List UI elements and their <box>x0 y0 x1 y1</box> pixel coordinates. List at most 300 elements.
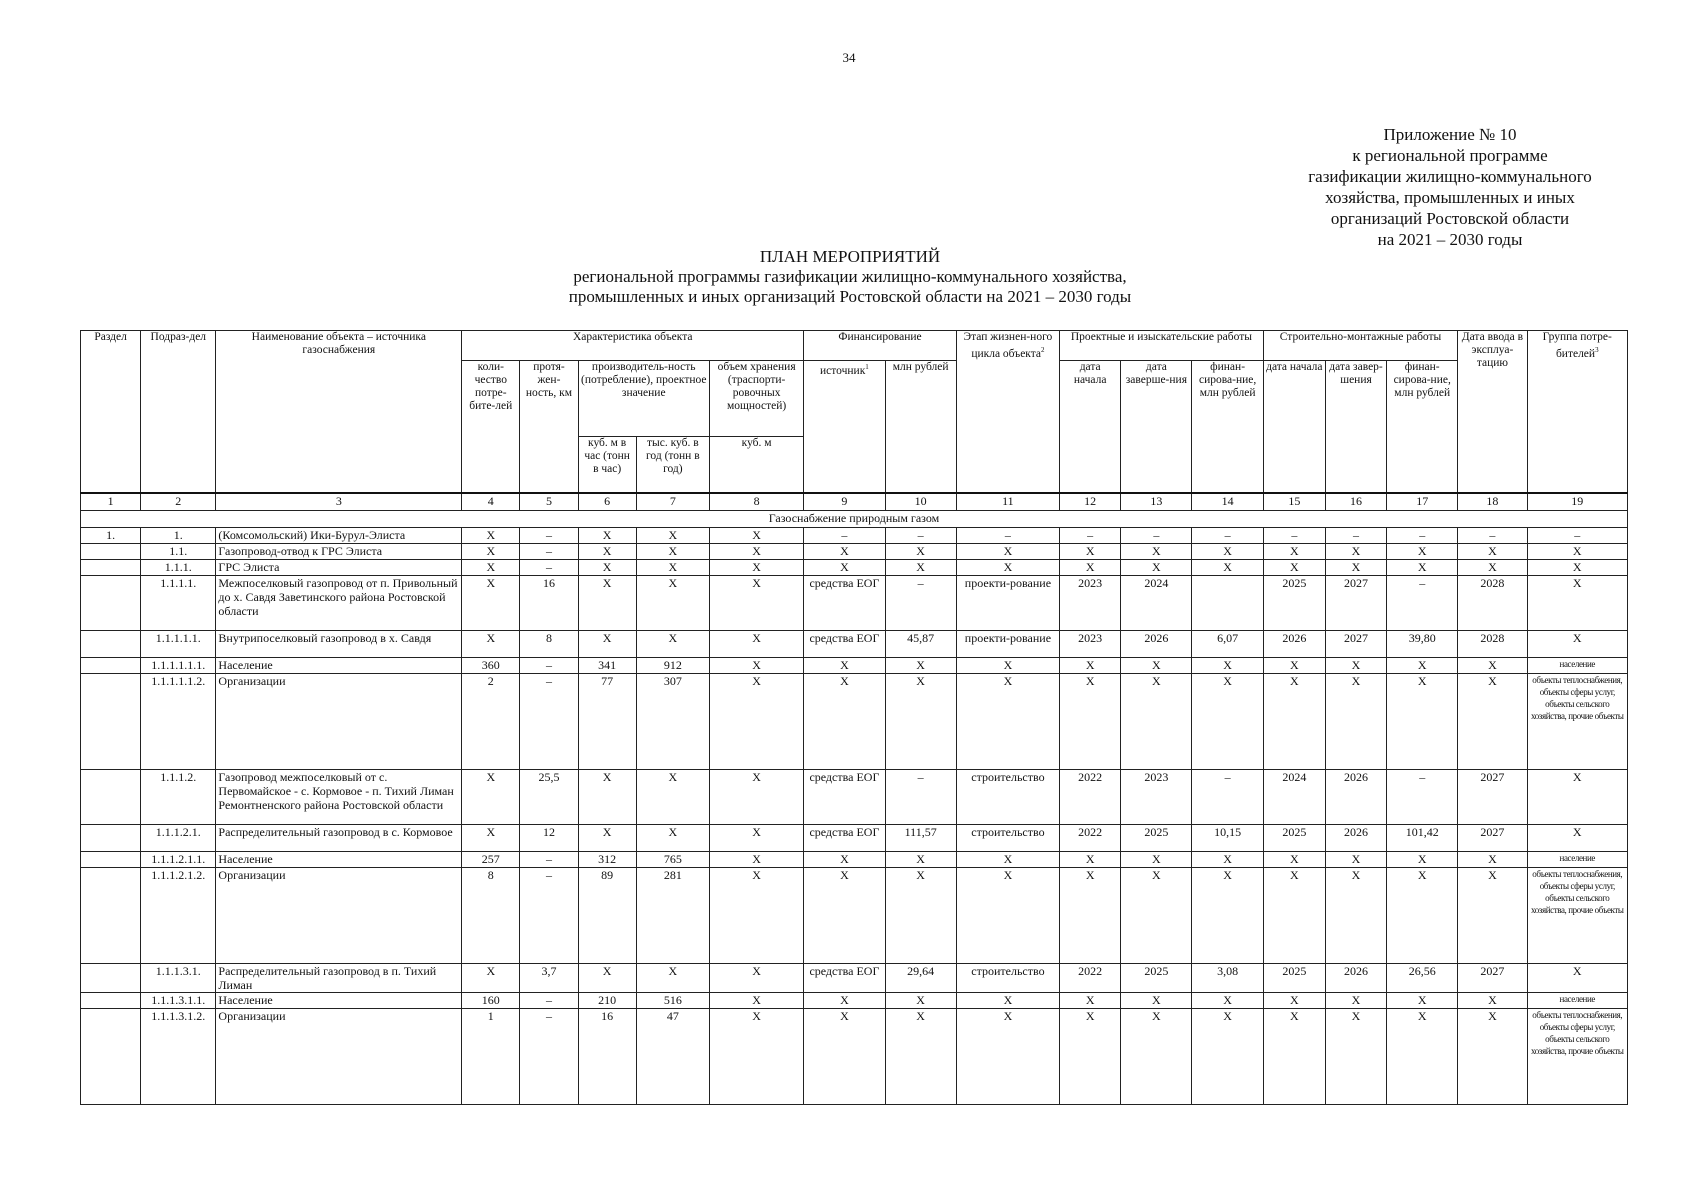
table-cell-col-10: 111,57 <box>885 824 956 851</box>
table-cell-col-4: 2 <box>462 673 520 769</box>
table-cell-col-9: средства ЕОГ <box>804 963 885 992</box>
table-cell-col-3: Внутрипоселковый газопровод в х. Савдя <box>216 630 462 657</box>
table-cell-col-17: Х <box>1387 543 1458 559</box>
table-cell-col-12: 2023 <box>1060 630 1121 657</box>
table-cell-col-4: Х <box>462 824 520 851</box>
table-cell-col-18: Х <box>1458 867 1527 963</box>
table-cell-col-16: Х <box>1325 851 1386 867</box>
table-cell-col-6: Х <box>578 769 636 824</box>
table-cell-col-15: 2025 <box>1263 824 1325 851</box>
table-cell-col-10: Х <box>885 1008 956 1104</box>
table-cell-col-3: Распределительный газопровод в п. Тихий Лиман <box>216 963 462 992</box>
table-cell-col-13: 2024 <box>1121 575 1192 630</box>
table-cell-col-9: Х <box>804 992 885 1008</box>
table-cell-col-17: Х <box>1387 867 1458 963</box>
header-cubic-m: куб. м <box>709 437 803 493</box>
table-cell-col-19: Х <box>1527 769 1627 824</box>
table-cell-col-10: Х <box>885 657 956 673</box>
table-cell-col-6: Х <box>578 630 636 657</box>
table-cell-col-10: – <box>885 527 956 543</box>
table-cell-col-15: 2026 <box>1263 630 1325 657</box>
table-cell-col-3: Распределительный газопровод в с. Кормовое <box>216 824 462 851</box>
table-cell-col-1 <box>81 851 141 867</box>
header-consumer-group-text: Группа потре-бителей <box>1542 331 1612 360</box>
table-cell-col-4: Х <box>462 559 520 575</box>
table-cell-col-11: проекти-рование <box>956 575 1059 630</box>
table-cell-col-6: Х <box>578 527 636 543</box>
header-source-text: источник <box>820 364 866 377</box>
table-cell-col-11: Х <box>956 992 1059 1008</box>
table-cell-col-6: Х <box>578 824 636 851</box>
table-cell-col-11: Х <box>956 543 1059 559</box>
table-row <box>81 657 1628 673</box>
table-cell-col-12: Х <box>1060 851 1121 867</box>
title-subtitle-1: региональной программы газификации жилищно-коммунального хозяйства, <box>573 267 1127 286</box>
table-cell-col-2: 1.1.1.1.1.2. <box>141 673 216 769</box>
table-row <box>81 559 1628 575</box>
table-cell-col-4: 1 <box>462 1008 520 1104</box>
table-cell-col-15: Х <box>1263 1008 1325 1104</box>
table-cell-col-9: Х <box>804 851 885 867</box>
table-cell-col-8: Х <box>709 630 803 657</box>
table-cell-col-7: Х <box>636 575 709 630</box>
table-cell-col-3: Организации <box>216 1008 462 1104</box>
table-cell-col-8: Х <box>709 559 803 575</box>
table-cell-col-1 <box>81 543 141 559</box>
table-cell-col-3: Газопровод межпоселковый от с. Первомайское - с. Кормовое - п. Тихий Лиман Ремонтненского района Ростовской области <box>216 769 462 824</box>
table-cell-col-3: Газопровод-отвод к ГРС Элиста <box>216 543 462 559</box>
table-cell-col-5: – <box>520 527 578 543</box>
column-number: 13 <box>1121 493 1192 511</box>
table-row <box>81 575 1628 630</box>
table-cell-col-12: Х <box>1060 1008 1121 1104</box>
table-cell-col-7: Х <box>636 963 709 992</box>
table-cell-col-4: 257 <box>462 851 520 867</box>
appendix-line: к региональной программе <box>1352 146 1548 165</box>
table-cell-col-1 <box>81 963 141 992</box>
table-cell-col-6: Х <box>578 559 636 575</box>
header-financing: Финансирование <box>804 331 956 361</box>
table-cell-col-14: Х <box>1192 867 1263 963</box>
table-cell-col-11: Х <box>956 851 1059 867</box>
header-survey-end: дата заверше-ния <box>1121 361 1192 493</box>
table-cell-col-6: 210 <box>578 992 636 1008</box>
table-cell-col-13: Х <box>1121 543 1192 559</box>
table-cell-col-10: – <box>885 575 956 630</box>
table-cell-col-14: Х <box>1192 543 1263 559</box>
header-capacity: производитель-ность (потребление), проектное значение <box>578 361 709 437</box>
table-cell-col-16: Х <box>1325 657 1386 673</box>
table-cell-col-16: Х <box>1325 543 1386 559</box>
table-cell-col-9: средства ЕОГ <box>804 575 885 630</box>
table-cell-col-1 <box>81 575 141 630</box>
table-cell-col-17: Х <box>1387 1008 1458 1104</box>
table-cell-col-17: – <box>1387 769 1458 824</box>
header-consumers-count: коли-чество потре-бите-лей <box>462 361 520 493</box>
table-cell-col-1 <box>81 824 141 851</box>
table-cell-col-11: строительство <box>956 824 1059 851</box>
table-cell-col-6: 89 <box>578 867 636 963</box>
table-cell-col-16: 2027 <box>1325 575 1386 630</box>
table-cell-col-3: Население <box>216 851 462 867</box>
table-cell-col-18: 2027 <box>1458 963 1527 992</box>
header-survey-start: дата начала <box>1060 361 1121 493</box>
header-lifecycle-stage-text: Этап жизнен-ного цикла объекта <box>963 331 1053 360</box>
column-number: 4 <box>462 493 520 511</box>
table-cell-col-2: 1.1.1.2.1. <box>141 824 216 851</box>
table-cell-col-10: Х <box>885 673 956 769</box>
table-cell-col-3: ГРС Элиста <box>216 559 462 575</box>
table-cell-col-18: 2028 <box>1458 630 1527 657</box>
table-cell-col-15: Х <box>1263 673 1325 769</box>
table-cell-col-13: Х <box>1121 1008 1192 1104</box>
column-number: 12 <box>1060 493 1121 511</box>
table-cell-col-1 <box>81 559 141 575</box>
table-cell-col-1: 1. <box>81 527 141 543</box>
table-cell-col-4: Х <box>462 527 520 543</box>
title-subtitle-2: промышленных и иных организаций Ростовской области на 2021 – 2030 годы <box>568 287 1132 306</box>
table-cell-col-1 <box>81 867 141 963</box>
table-cell-col-4: Х <box>462 575 520 630</box>
appendix-line: хозяйства, промышленных и иных <box>1325 188 1575 207</box>
table-cell-col-1 <box>81 673 141 769</box>
column-number: 9 <box>804 493 885 511</box>
table-cell-col-8: Х <box>709 824 803 851</box>
table-cell-col-9: Х <box>804 1008 885 1104</box>
table-cell-col-14: 3,08 <box>1192 963 1263 992</box>
table-cell-col-3: Организации <box>216 867 462 963</box>
table-cell-col-16: Х <box>1325 559 1386 575</box>
table-cell-col-5: – <box>520 867 578 963</box>
table-cell-col-7: Х <box>636 630 709 657</box>
column-number: 15 <box>1263 493 1325 511</box>
table-cell-col-12: 2022 <box>1060 769 1121 824</box>
table-cell-col-1 <box>81 630 141 657</box>
header-construction-works: Строительно-монтажные работы <box>1263 331 1458 361</box>
appendix-note <box>1270 124 1630 250</box>
column-number-row <box>81 493 1628 511</box>
table-row <box>81 673 1628 769</box>
table-cell-col-13: – <box>1121 527 1192 543</box>
table-cell-col-18: – <box>1458 527 1527 543</box>
table-cell-col-2: 1.1.1.3.1.1. <box>141 992 216 1008</box>
table-cell-col-11: строительство <box>956 963 1059 992</box>
table-cell-col-7: Х <box>636 543 709 559</box>
column-number: 2 <box>141 493 216 511</box>
column-number: 10 <box>885 493 956 511</box>
table-cell-col-2: 1.1.1.3.1.2. <box>141 1008 216 1104</box>
table-cell-col-15: 2025 <box>1263 963 1325 992</box>
table-cell-col-10: 29,64 <box>885 963 956 992</box>
table-cell-col-19: население <box>1527 657 1627 673</box>
table-cell-col-13: Х <box>1121 867 1192 963</box>
table-cell-col-7: 765 <box>636 851 709 867</box>
table-cell-col-5: – <box>520 673 578 769</box>
table-row <box>81 992 1628 1008</box>
table-cell-col-12: Х <box>1060 559 1121 575</box>
table-cell-col-5: 25,5 <box>520 769 578 824</box>
section-row <box>81 510 1628 527</box>
column-number: 5 <box>520 493 578 511</box>
table-cell-col-16: Х <box>1325 992 1386 1008</box>
table-cell-col-10: – <box>885 769 956 824</box>
table-cell-col-14 <box>1192 575 1263 630</box>
table-cell-col-19: объекты теплоснабжения, объекты сферы услуг, объекты сельского хозяйства, прочие объекты <box>1527 673 1627 769</box>
table-cell-col-13: Х <box>1121 559 1192 575</box>
header-source <box>804 361 885 493</box>
table-row <box>81 630 1628 657</box>
table-cell-col-3: Население <box>216 992 462 1008</box>
table-cell-col-5: 8 <box>520 630 578 657</box>
table-cell-col-11: Х <box>956 657 1059 673</box>
header-survey-financing: финан-сирова-ние, млн рублей <box>1192 361 1263 493</box>
table-cell-col-3: Население <box>216 657 462 673</box>
table-cell-col-16: 2027 <box>1325 630 1386 657</box>
header-lifecycle-stage <box>956 331 1059 493</box>
table-cell-col-17: Х <box>1387 657 1458 673</box>
table-cell-col-19: Х <box>1527 824 1627 851</box>
title-main: ПЛАН МЕРОПРИЯТИЙ <box>759 247 941 266</box>
table-cell-col-13: Х <box>1121 992 1192 1008</box>
table-cell-col-5: – <box>520 657 578 673</box>
header-razdel: Раздел <box>81 331 141 493</box>
table-cell-col-9: средства ЕОГ <box>804 630 885 657</box>
table-cell-col-13: 2025 <box>1121 963 1192 992</box>
table-cell-col-2: 1.1.1.2. <box>141 769 216 824</box>
column-number: 1 <box>81 493 141 511</box>
column-number: 19 <box>1527 493 1627 511</box>
plan-table <box>80 330 1628 1105</box>
column-number: 14 <box>1192 493 1263 511</box>
table-cell-col-15: Х <box>1263 559 1325 575</box>
table-cell-col-6: Х <box>578 543 636 559</box>
table-cell-col-13: Х <box>1121 851 1192 867</box>
table-cell-col-7: 281 <box>636 867 709 963</box>
header-construction-start: дата начала <box>1263 361 1325 493</box>
table-cell-col-16: Х <box>1325 867 1386 963</box>
table-cell-col-12: Х <box>1060 543 1121 559</box>
table-cell-col-16: – <box>1325 527 1386 543</box>
table-cell-col-6: 77 <box>578 673 636 769</box>
table-cell-col-7: 912 <box>636 657 709 673</box>
table-cell-col-2: 1.1. <box>141 543 216 559</box>
table-cell-col-14: Х <box>1192 657 1263 673</box>
table-cell-col-17: Х <box>1387 673 1458 769</box>
table-cell-col-13: 2023 <box>1121 769 1192 824</box>
table-cell-col-2: 1.1.1.2.1.1. <box>141 851 216 867</box>
table-row <box>81 824 1628 851</box>
table-cell-col-17: – <box>1387 527 1458 543</box>
table-cell-col-7: 307 <box>636 673 709 769</box>
header-characteristics: Характеристика объекта <box>462 331 804 361</box>
table-cell-col-8: Х <box>709 963 803 992</box>
table-cell-col-1 <box>81 657 141 673</box>
table-cell-col-2: 1.1.1.2.1.2. <box>141 867 216 963</box>
table-cell-col-14: Х <box>1192 673 1263 769</box>
table-cell-col-8: Х <box>709 1008 803 1104</box>
header-construction-end: дата завер-шения <box>1325 361 1386 493</box>
table-cell-col-3: (Комсомольский) Ики-Бурул-Элиста <box>216 527 462 543</box>
table-header <box>81 331 1628 493</box>
table-cell-col-4: Х <box>462 963 520 992</box>
table-cell-col-15: Х <box>1263 657 1325 673</box>
header-storage: объем хранения (траспорти-ровочных мощностей) <box>709 361 803 437</box>
table-cell-col-17: 39,80 <box>1387 630 1458 657</box>
header-per-year: тыс. куб. в год (тонн в год) <box>636 437 709 493</box>
section-title: Газоснабжение природным газом <box>81 510 1628 527</box>
table-cell-col-14: – <box>1192 769 1263 824</box>
table-cell-col-12: Х <box>1060 867 1121 963</box>
table-cell-col-8: Х <box>709 673 803 769</box>
table-cell-col-11: строительство <box>956 769 1059 824</box>
table-cell-col-17: Х <box>1387 992 1458 1008</box>
table-cell-col-19: объекты теплоснабжения, объекты сферы услуг, объекты сельского хозяйства, прочие объекты <box>1527 1008 1627 1104</box>
table-cell-col-5: – <box>520 543 578 559</box>
table-cell-col-13: Х <box>1121 673 1192 769</box>
table-cell-col-19: Х <box>1527 559 1627 575</box>
table-cell-col-19: объекты теплоснабжения, объекты сферы услуг, объекты сельского хозяйства, прочие объекты <box>1527 867 1627 963</box>
table-row <box>81 769 1628 824</box>
table-row <box>81 851 1628 867</box>
table-cell-col-7: 47 <box>636 1008 709 1104</box>
table-cell-col-12: 2022 <box>1060 963 1121 992</box>
table-cell-col-2: 1.1.1.1.1.1. <box>141 657 216 673</box>
table-cell-col-17: 26,56 <box>1387 963 1458 992</box>
table-cell-col-4: 8 <box>462 867 520 963</box>
table-row <box>81 963 1628 992</box>
table-cell-col-12: 2022 <box>1060 824 1121 851</box>
table-cell-col-4: Х <box>462 769 520 824</box>
table-cell-col-10: Х <box>885 543 956 559</box>
table-cell-col-14: Х <box>1192 851 1263 867</box>
table-cell-col-12: Х <box>1060 673 1121 769</box>
table-cell-col-18: Х <box>1458 657 1527 673</box>
table-cell-col-9: Х <box>804 657 885 673</box>
table-cell-col-2: 1.1.1.1. <box>141 575 216 630</box>
table-cell-col-9: средства ЕОГ <box>804 824 885 851</box>
table-cell-col-6: 312 <box>578 851 636 867</box>
table-cell-col-4: Х <box>462 543 520 559</box>
table-cell-col-13: 2025 <box>1121 824 1192 851</box>
header-object-name: Наименование объекта – источника газоснабжения <box>216 331 462 493</box>
table-cell-col-5: 12 <box>520 824 578 851</box>
document-title <box>400 247 1300 307</box>
table-cell-col-2: 1. <box>141 527 216 543</box>
table-cell-col-13: 2026 <box>1121 630 1192 657</box>
table-body <box>81 493 1628 1105</box>
table-cell-col-2: 1.1.1. <box>141 559 216 575</box>
table-cell-col-17: 101,42 <box>1387 824 1458 851</box>
table-cell-col-16: 2026 <box>1325 824 1386 851</box>
column-number: 3 <box>216 493 462 511</box>
table-cell-col-9: Х <box>804 673 885 769</box>
table-cell-col-17: – <box>1387 575 1458 630</box>
table-cell-col-8: Х <box>709 527 803 543</box>
table-cell-col-5: 16 <box>520 575 578 630</box>
table-cell-col-11: – <box>956 527 1059 543</box>
table-cell-col-12: 2023 <box>1060 575 1121 630</box>
table-cell-col-11: Х <box>956 867 1059 963</box>
appendix-line: на 2021 – 2030 годы <box>1377 230 1523 249</box>
table-cell-col-16: 2026 <box>1325 963 1386 992</box>
table-cell-col-18: 2027 <box>1458 824 1527 851</box>
table-row <box>81 527 1628 543</box>
table-cell-col-14: 10,15 <box>1192 824 1263 851</box>
table-cell-col-19: Х <box>1527 575 1627 630</box>
table-cell-col-19: население <box>1527 851 1627 867</box>
table-cell-col-6: 341 <box>578 657 636 673</box>
table-cell-col-18: Х <box>1458 992 1527 1008</box>
table-cell-col-4: 360 <box>462 657 520 673</box>
table-cell-col-19: Х <box>1527 963 1627 992</box>
table-cell-col-18: 2028 <box>1458 575 1527 630</box>
table-cell-col-3: Организации <box>216 673 462 769</box>
column-number: 7 <box>636 493 709 511</box>
footnote-marker: 1 <box>865 363 869 371</box>
table-cell-col-8: Х <box>709 769 803 824</box>
page-number: 34 <box>842 50 856 65</box>
table-cell-col-10: Х <box>885 992 956 1008</box>
table-cell-col-11: Х <box>956 673 1059 769</box>
table-cell-col-3: Межпоселковый газопровод от п. Привольный до х. Савдя Заветинского района Ростовской области <box>216 575 462 630</box>
table-cell-col-8: Х <box>709 575 803 630</box>
header-construction-financing: финан-сирова-ние, млн рублей <box>1387 361 1458 493</box>
column-number: 11 <box>956 493 1059 511</box>
table-cell-col-10: Х <box>885 559 956 575</box>
table-cell-col-18: Х <box>1458 1008 1527 1104</box>
appendix-line: организаций Ростовской области <box>1330 209 1570 228</box>
table-row <box>81 543 1628 559</box>
table-cell-col-14: Х <box>1192 559 1263 575</box>
table-cell-col-16: 2026 <box>1325 769 1386 824</box>
footnote-marker: 3 <box>1595 346 1599 354</box>
table-cell-col-14: – <box>1192 527 1263 543</box>
table-cell-col-1 <box>81 992 141 1008</box>
table-cell-col-7: 516 <box>636 992 709 1008</box>
table-cell-col-19: Х <box>1527 630 1627 657</box>
table-cell-col-9: Х <box>804 867 885 963</box>
table-cell-col-18: Х <box>1458 543 1527 559</box>
table-cell-col-8: Х <box>709 543 803 559</box>
table-cell-col-15: – <box>1263 527 1325 543</box>
column-number: 17 <box>1387 493 1458 511</box>
table-cell-col-12: Х <box>1060 657 1121 673</box>
table-cell-col-5: – <box>520 559 578 575</box>
table-cell-col-9: средства ЕОГ <box>804 769 885 824</box>
column-number: 6 <box>578 493 636 511</box>
table-cell-col-2: 1.1.1.1.1. <box>141 630 216 657</box>
table-cell-col-5: – <box>520 992 578 1008</box>
table-cell-col-14: Х <box>1192 992 1263 1008</box>
table-cell-col-4: 160 <box>462 992 520 1008</box>
appendix-line: газификации жилищно-коммунального <box>1308 167 1592 186</box>
table-cell-col-5: 3,7 <box>520 963 578 992</box>
table-cell-col-7: Х <box>636 559 709 575</box>
table-cell-col-7: Х <box>636 769 709 824</box>
header-consumer-group <box>1527 331 1627 493</box>
table-cell-col-15: Х <box>1263 543 1325 559</box>
table-cell-col-16: Х <box>1325 673 1386 769</box>
table-cell-col-8: Х <box>709 851 803 867</box>
table-cell-col-18: Х <box>1458 673 1527 769</box>
table-cell-col-4: Х <box>462 630 520 657</box>
table-cell-col-1 <box>81 769 141 824</box>
table-cell-col-1 <box>81 1008 141 1104</box>
table-cell-col-11: Х <box>956 1008 1059 1104</box>
table-cell-col-9: Х <box>804 543 885 559</box>
header-length: протя-жен-ность, км <box>520 361 578 493</box>
table-cell-col-17: Х <box>1387 559 1458 575</box>
